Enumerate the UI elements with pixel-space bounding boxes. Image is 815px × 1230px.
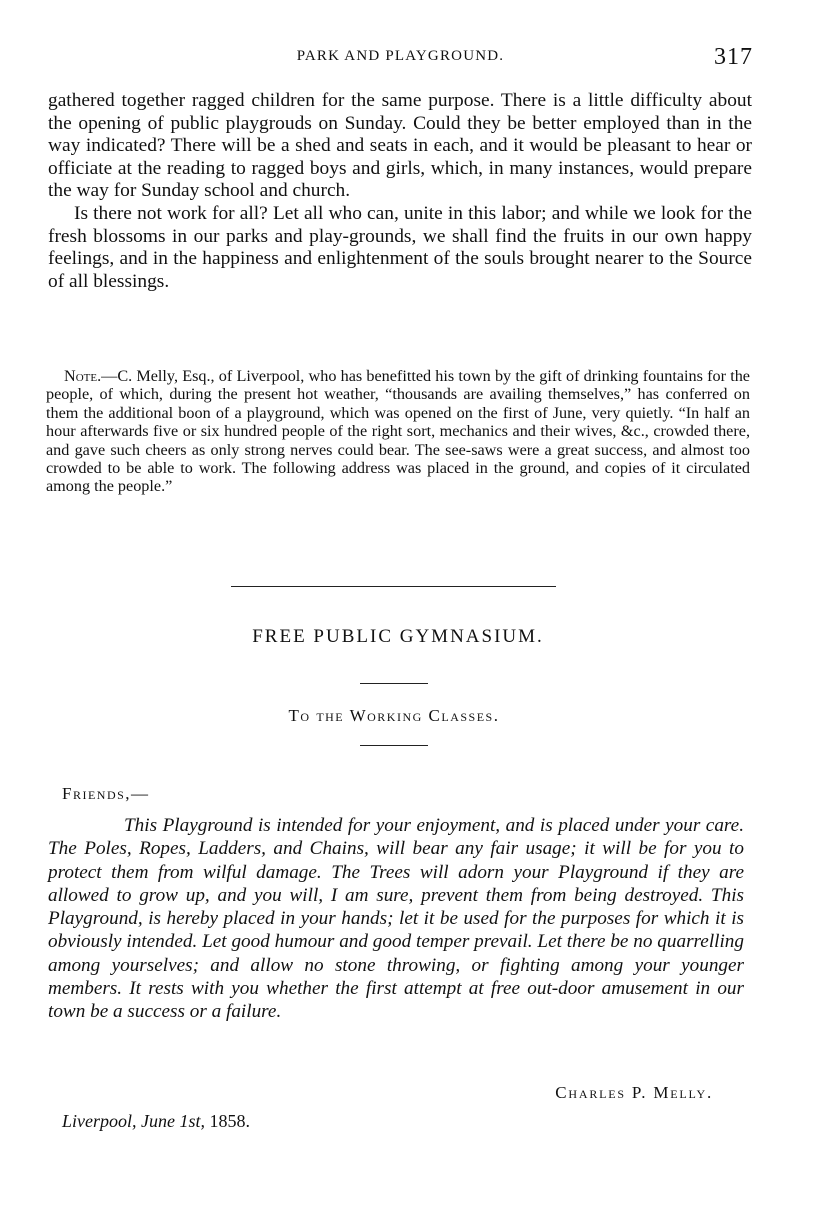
- notice-subtitle: To the Working Classes.: [288, 706, 500, 725]
- dateline: [62, 1111, 250, 1132]
- subtitle-rule: [360, 745, 428, 746]
- paragraph-2: Is there not work for all? Let all who can, unite in this labor; and while we look for the fresh blossoms in our parks and play-grounds, we shall find the fruits in our own happy feelings, and in the happiness and enlightenment of the souls brought nearer to the Source of all blessings.: [48, 202, 752, 292]
- running-head: [48, 44, 753, 74]
- notice-address: This Playground is intended for your enjoyment, and is placed under your care. The Poles, Ropes, Ladders, and Chains, will bear any fair usage; it will be for you to protect them from wilful damage. The Trees will adorn your Playground if they are allowed to grow up, and you will, I am sure, prevent them from being destroyed. This Playground, is hereby placed in your hands; let it be used for the purposes for which it is obviously intended. Let good humour and good temper prevail. Let there be no quarrelling among yourselves; and allow no stone throwing, or fighting among your younger members. It rests with you whether the first attempt at free out-door amusement in our town be a success or a failure.: [48, 815, 744, 1023]
- running-title: PARK AND PLAYGROUND.: [296, 48, 505, 64]
- notice-title: FREE PUBLIC GYMNASIUM.: [252, 626, 544, 647]
- page-number: 317: [714, 44, 753, 70]
- note-text: —C. Melly, Esq., of Liverpool, who has benefitted his town by the gift of drinking fountains for the people, of which, during the present hot weather, “thousands are availing themselves,” has conferred on them the additional boon of a playground, which was opened on the first of June, very quietly. “In half an hour afterwards five or six hundred people of the right sort, mechanics and their wives, &c., crowded there, and gave such cheers as only strong nerves could bear. The see-saws were a great success, and almost too crowded to be able to work. The following address was placed in the ground, and copies of it circulated among the people.”: [46, 367, 750, 496]
- editorial-note: [46, 367, 750, 496]
- title-rule: [360, 683, 428, 684]
- date-year: 1858.: [209, 1111, 250, 1131]
- salutation: Friends,—: [62, 784, 150, 803]
- section-divider: [231, 586, 556, 587]
- date-place: Liverpool, June 1st,: [62, 1111, 205, 1131]
- paragraph-1: gathered together ragged children for the same purpose. There is a little difficulty about the opening of public playgrouds on Sunday. Could they be better employed than in the way indicated? There will be a shed and seats in each, and it would be pleasant to hear or officiate at the reading to ragged boys and girls, which, in many instances, would prepare the way for Sunday school and church.: [48, 90, 752, 202]
- body-text: [48, 90, 752, 293]
- signature: Charles P. Melly.: [555, 1083, 713, 1102]
- note-label: Note.: [64, 367, 102, 385]
